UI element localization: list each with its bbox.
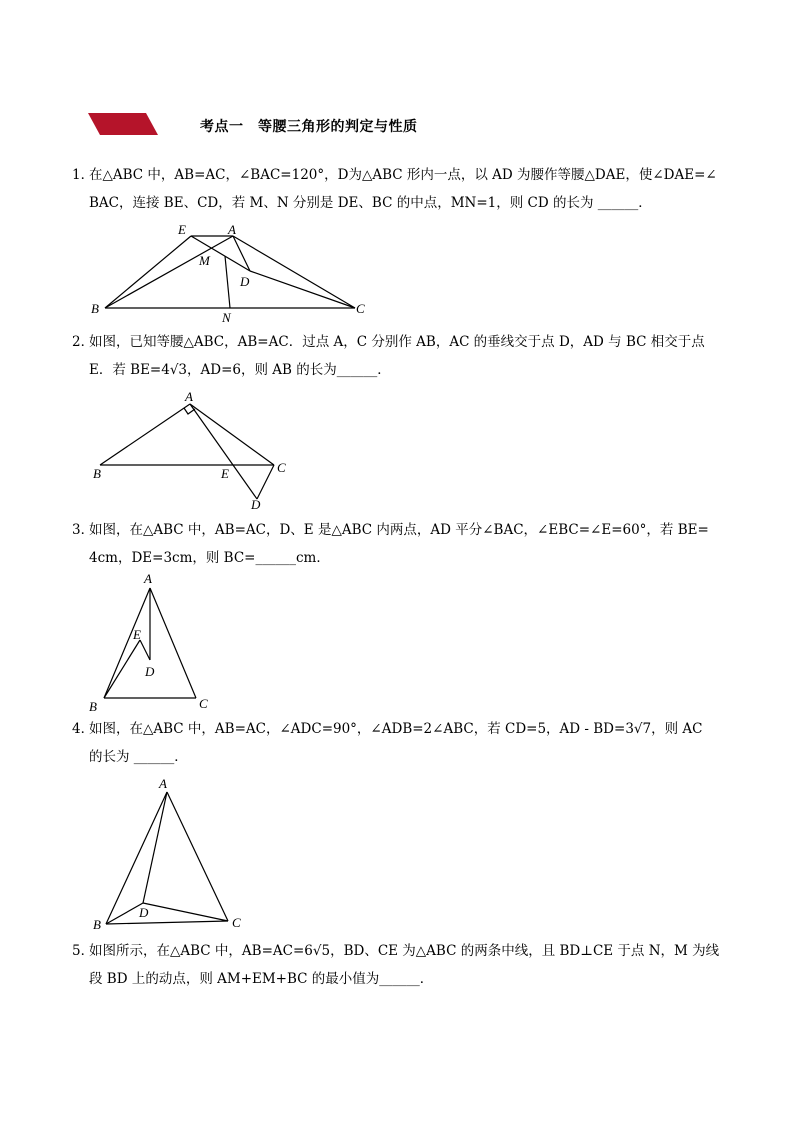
problem-3-line-1: 3．如图，在△ABC 中，AB=AC，D、E 是△ABC 内两点，AD 平分∠BAC，∠EBC=∠E=60°，若 BE=: [72, 522, 709, 538]
problem-5-line-2: 段 BD 上的动点，则 AM+EM+BC 的最小值为______．: [89, 971, 434, 987]
problem-3-number: 3．: [72, 522, 95, 538]
label-C: C: [199, 696, 208, 711]
problem-4-line-2: 的长为 ______．: [89, 749, 188, 765]
label-B: B: [91, 301, 99, 316]
problem-1-line-1: 1．在△ABC 中，AB=AC，∠BAC=120°，D为△ABC 形内一点，以 AD 为腰作等腰△DAE，使∠DAE=∠: [72, 167, 717, 183]
problem-3-line-2: 4cm，DE=3cm，则 BC=______cm．: [89, 550, 330, 566]
label-E: E: [133, 627, 141, 642]
label-A: A: [185, 389, 193, 404]
label-A: A: [228, 222, 236, 237]
problem-1-figure: [85, 218, 385, 330]
label-E: E: [178, 222, 186, 237]
section-title: 考点一 等腰三角形的判定与性质: [200, 119, 418, 135]
problem-4-number: 4．: [72, 721, 95, 737]
problem-1-line-2: BAC，连接 BE、CD，若 M、N 分别是 DE、BC 的中点，MN=1，则 CD 的长为 ______．: [89, 195, 652, 211]
label-B: B: [93, 917, 101, 932]
label-C: C: [356, 301, 365, 316]
problem-2-line-1: 2．如图，已知等腰△ABC，AB=AC．过点 A，C 分别作 AB，AC 的垂线交于点 D，AD 与 BC 相交于点: [72, 334, 705, 350]
label-D: D: [145, 664, 155, 679]
label-C: C: [277, 460, 286, 475]
label-D: D: [240, 274, 250, 289]
problem-2-number: 2．: [72, 334, 95, 350]
problem-2-figure: [88, 388, 308, 514]
label-D: D: [251, 497, 261, 512]
label-M: M: [199, 253, 210, 268]
problem-5-number: 5．: [72, 943, 95, 959]
label-D: D: [139, 905, 149, 920]
problem-2-line-2: E．若 BE=4√3，AD=6，则 AB 的长为______．: [89, 362, 391, 378]
problem-5-line-1: 5．如图所示，在△ABC 中，AB=AC=6√5，BD、CE 为△ABC 的两条中线，且 BD⊥CE 于点 N，M 为线: [72, 943, 720, 959]
label-B: B: [93, 466, 101, 481]
problem-4-line-1: 4．如图，在△ABC 中，AB=AC，∠ADC=90°，∠ADB=2∠ABC，若 CD=5，AD - BD=3√7，则 AC: [72, 721, 703, 737]
label-A: A: [144, 571, 152, 586]
label-B: B: [89, 699, 97, 714]
label-E: E: [221, 466, 229, 481]
label-A: A: [159, 776, 167, 791]
section-banner: [88, 113, 160, 137]
problem-4-figure: [90, 776, 250, 936]
problem-1-number: 1．: [72, 167, 95, 183]
problem-3-figure: [86, 570, 226, 715]
label-C: C: [232, 915, 241, 930]
label-N: N: [222, 310, 231, 325]
